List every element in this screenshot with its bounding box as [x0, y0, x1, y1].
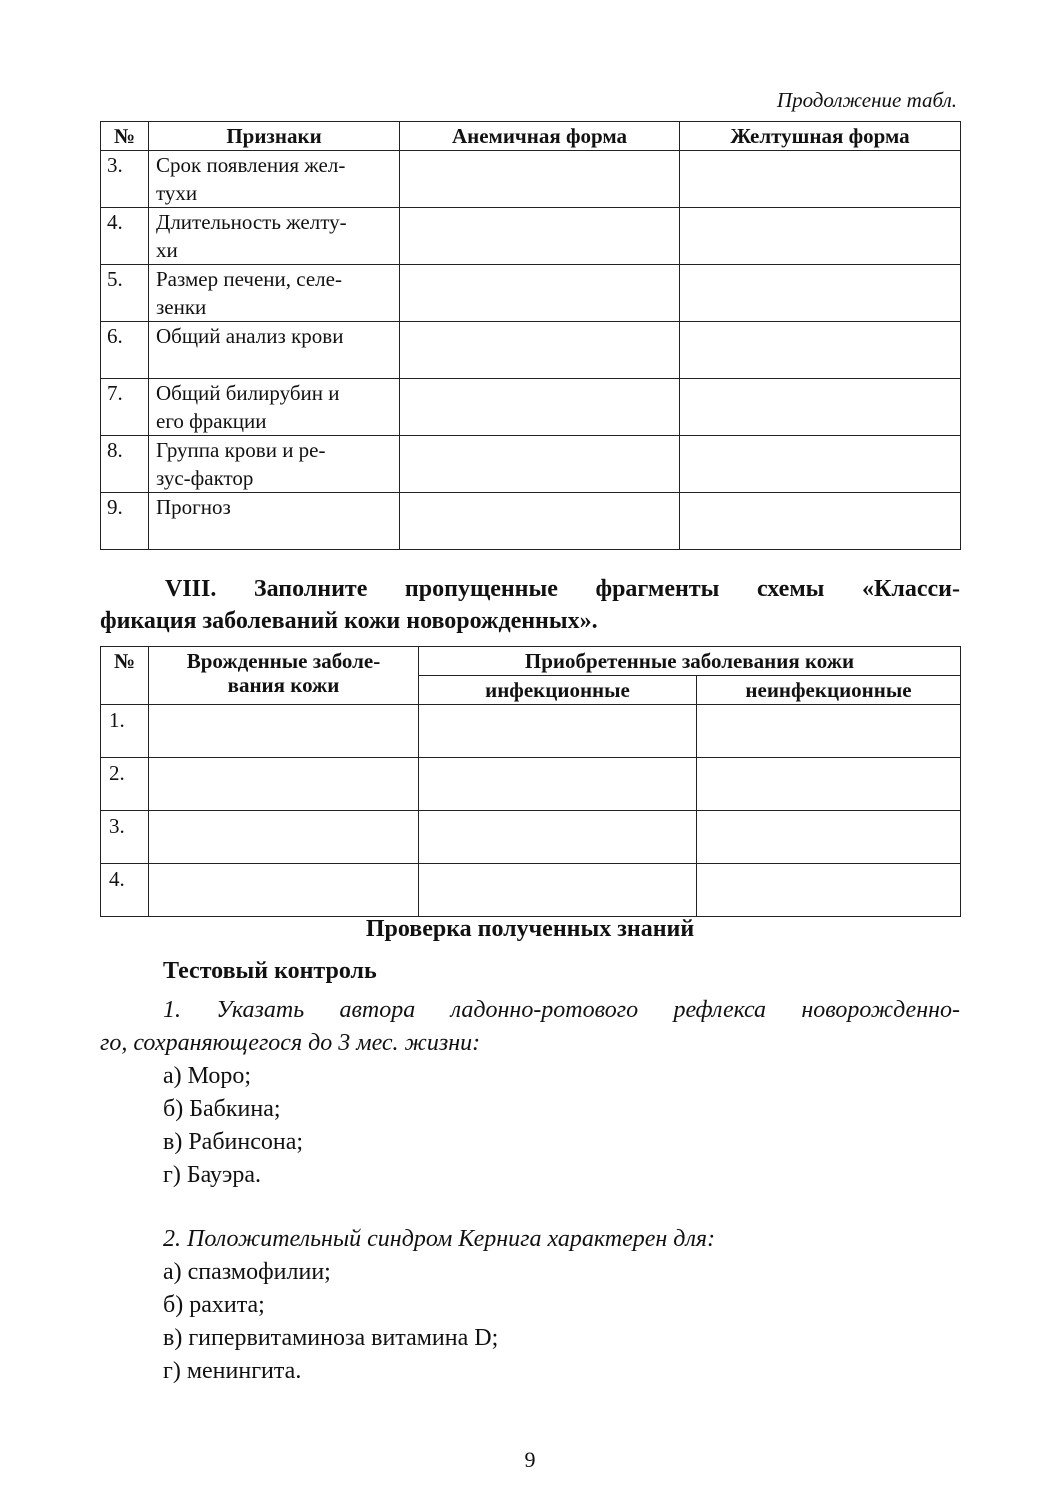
- question-1-line-2: го, сохраняющегося до 3 мес. жизни:: [100, 1030, 481, 1056]
- table-row: [101, 379, 961, 436]
- noninfectious-cell[interactable]: [697, 705, 961, 758]
- infectious-cell[interactable]: [419, 864, 697, 917]
- row-sign: [149, 265, 400, 322]
- question-1: [100, 994, 960, 1060]
- table-row: [101, 811, 961, 864]
- skin-disease-classification-table: [100, 646, 961, 917]
- sign-line-1: Срок появления жел-: [156, 153, 346, 177]
- header-noninfectious: неинфекционные: [697, 676, 961, 705]
- congenital-cell[interactable]: [149, 758, 419, 811]
- noninfectious-cell[interactable]: [697, 758, 961, 811]
- row-number: 6.: [101, 322, 149, 379]
- sign-line-2: зус-фактор: [156, 466, 254, 490]
- sign-line-1: Размер печени, селе-: [156, 267, 342, 291]
- question-1-line-1: 1. Указать автора ладонно-ротового рефлекса новорожденно-: [163, 997, 960, 1023]
- infectious-cell[interactable]: [419, 758, 697, 811]
- anemic-form-cell[interactable]: [400, 151, 680, 208]
- table-row: [101, 208, 961, 265]
- sign-line-1: Общий билирубин и: [156, 381, 340, 405]
- sign-line-2: зенки: [156, 295, 207, 319]
- anemic-form-cell[interactable]: [400, 208, 680, 265]
- jaundice-forms-table: [100, 121, 961, 550]
- table-row: [101, 436, 961, 493]
- noninfectious-cell[interactable]: [697, 811, 961, 864]
- noninfectious-cell[interactable]: [697, 864, 961, 917]
- sign-line-2: тухи: [156, 181, 198, 205]
- question-2-option-b: б) рахита;: [163, 1292, 265, 1318]
- icteric-form-cell[interactable]: [680, 436, 961, 493]
- question-2: 2. Положительный синдром Кернига характерен для:: [163, 1226, 716, 1252]
- question-2-option-a: а) спазмофилии;: [163, 1259, 331, 1285]
- row-number: 4.: [101, 208, 149, 265]
- table-row: [101, 705, 961, 758]
- anemic-form-cell[interactable]: [400, 265, 680, 322]
- icteric-form-cell[interactable]: [680, 265, 961, 322]
- row-number: 7.: [101, 379, 149, 436]
- question-1-option-a: а) Моро;: [163, 1063, 252, 1089]
- table-row: [101, 322, 961, 379]
- table-row: [101, 151, 961, 208]
- question-2-option-d: г) менингита.: [163, 1358, 302, 1384]
- table-header-row: [101, 647, 961, 676]
- table-row: [101, 864, 961, 917]
- header-number: №: [101, 122, 149, 151]
- infectious-cell[interactable]: [419, 811, 697, 864]
- row-sign: [149, 436, 400, 493]
- anemic-form-cell[interactable]: [400, 436, 680, 493]
- header-congenital: [149, 647, 419, 705]
- row-sign: [149, 493, 400, 550]
- row-sign: [149, 379, 400, 436]
- row-number: 9.: [101, 493, 149, 550]
- sign-line-1: Группа крови и ре-: [156, 438, 326, 462]
- question-1-option-d: г) Бауэра.: [163, 1162, 262, 1188]
- anemic-form-cell[interactable]: [400, 379, 680, 436]
- congenital-cell[interactable]: [149, 705, 419, 758]
- icteric-form-cell[interactable]: [680, 493, 961, 550]
- table-row: [101, 493, 961, 550]
- congenital-cell[interactable]: [149, 864, 419, 917]
- row-number: 5.: [101, 265, 149, 322]
- row-sign: [149, 322, 400, 379]
- infectious-cell[interactable]: [419, 705, 697, 758]
- row-number: 3.: [101, 151, 149, 208]
- row-number: 2.: [101, 758, 149, 811]
- test-control-title: Тестовый контроль: [163, 958, 377, 984]
- sign-line-2: хи: [156, 238, 178, 262]
- sign-line-1: Прогноз: [156, 495, 231, 519]
- header-signs: Признаки: [149, 122, 400, 151]
- header-anemic-form: Анемичная форма: [400, 122, 680, 151]
- icteric-form-cell[interactable]: [680, 151, 961, 208]
- section-8-heading: [100, 573, 960, 637]
- table-row: [101, 265, 961, 322]
- header-infectious: инфекционные: [419, 676, 697, 705]
- section-8-heading-line-1: VIII. Заполните пропущенные фрагменты схемы «Класси-: [165, 576, 960, 602]
- question-1-option-b: б) Бабкина;: [163, 1096, 281, 1122]
- header-congenital-line-2: вания кожи: [227, 673, 340, 697]
- icteric-form-cell[interactable]: [680, 379, 961, 436]
- row-number: 3.: [101, 811, 149, 864]
- anemic-form-cell[interactable]: [400, 322, 680, 379]
- row-number: 1.: [101, 705, 149, 758]
- sign-line-1: Длительность желту-: [156, 210, 347, 234]
- table-row: [101, 758, 961, 811]
- header-congenital-line-1: Врожденные заболе-: [186, 649, 381, 673]
- icteric-form-cell[interactable]: [680, 208, 961, 265]
- header-number: №: [101, 647, 149, 705]
- sign-line-2: его фракции: [156, 409, 267, 433]
- row-number: 4.: [101, 864, 149, 917]
- header-acquired: Приобретенные заболевания кожи: [419, 647, 961, 676]
- section-8-heading-line-2: фикация заболеваний кожи новорожденных».: [100, 608, 598, 634]
- knowledge-check-title: Проверка полученных знаний: [365, 916, 695, 942]
- row-sign: [149, 208, 400, 265]
- congenital-cell[interactable]: [149, 811, 419, 864]
- header-icteric-form: Желтушная форма: [680, 122, 961, 151]
- row-number: 8.: [101, 436, 149, 493]
- table-header-row: [101, 122, 961, 151]
- question-1-option-c: в) Рабинсона;: [163, 1129, 304, 1155]
- icteric-form-cell[interactable]: [680, 322, 961, 379]
- anemic-form-cell[interactable]: [400, 493, 680, 550]
- sign-line-1: Общий анализ крови: [156, 324, 344, 348]
- row-sign: [149, 151, 400, 208]
- question-2-option-c: в) гипервитаминоза витамина D;: [163, 1325, 499, 1351]
- continuation-label: Продолжение табл.: [776, 88, 957, 112]
- page-number: 9: [524, 1447, 536, 1472]
